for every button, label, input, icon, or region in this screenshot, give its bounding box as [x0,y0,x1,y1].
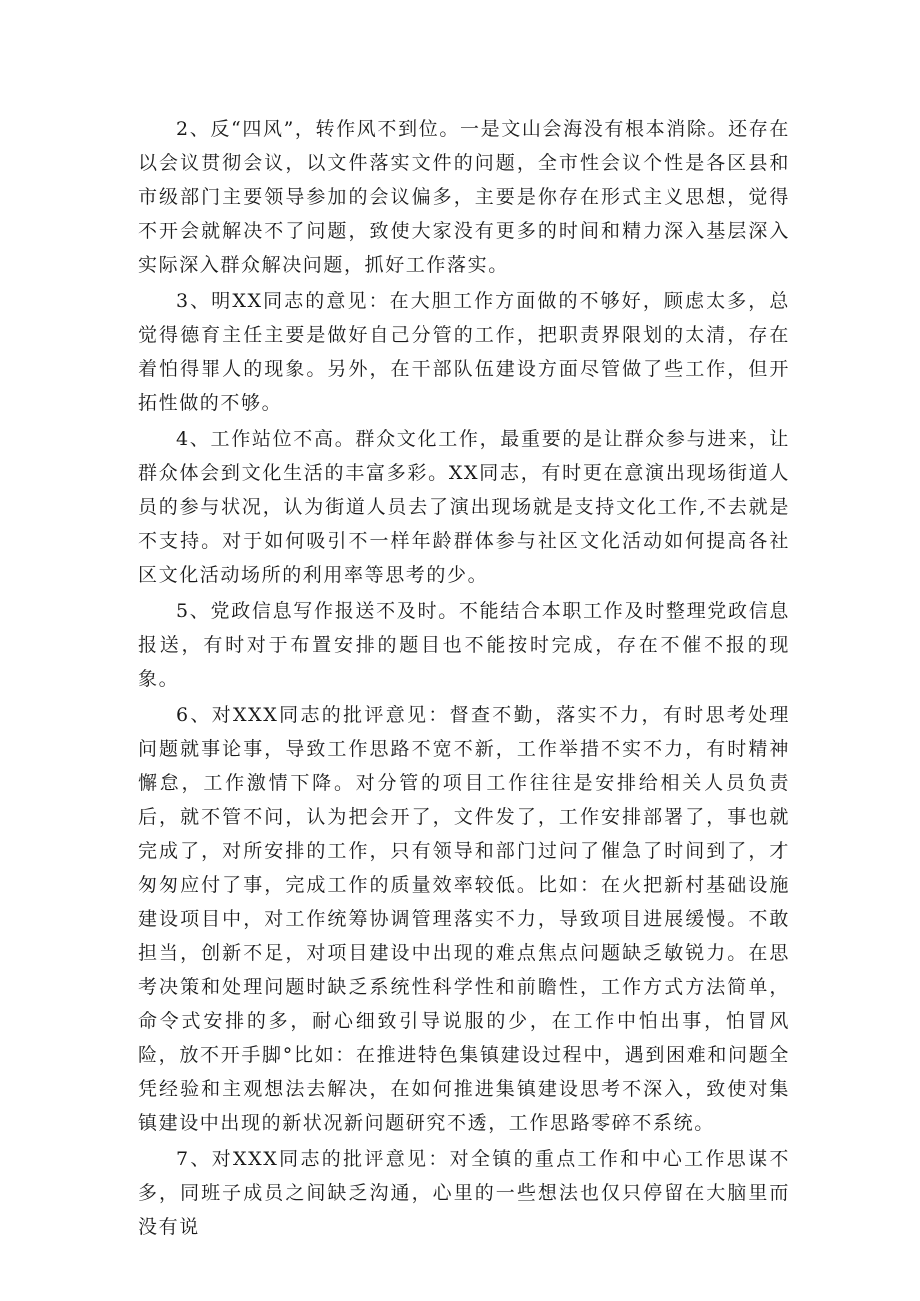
paragraph-item-5: 5、党政信息写作报送不及时。不能结合本职工作及时整理党政信息报送，有时对于布置安排的题目也不能按时完成，存在不催不报的现象。 [138,600,790,690]
paragraph-item-2: 2、反“四风”，转作风不到位。一是文山会海没有根本消除。还存在以会议贯彻会议，以文件落实文件的问题，全市性会议个性是各区县和市级部门主要领导参加的会议偏多，主要是你存在形式主义思想，觉得不开会就解决不了问题，致使大家没有更多的时间和精力深入基层深入实际深入群众解决问题，抓好工作落实。 [138,118,790,276]
paragraph-item-6: 6、对XXX同志的批评意见：督查不勤，落实不力，有时思考处理问题就事论事，导致工作思路不宽不新，工作举措不实不力，有时精神懈怠，工作激情下降。对分管的项目工作往往是安排给相关人员负责后，就不管不问，认为把会开了，文件发了，工作安排部署了，事也就完成了，对所安排的工作，只有领导和部门过问了催急了时间到了，才匆匆应付了事，完成工作的质量效率较低。比如：在火把新村基础设施建设项目中，对工作统筹协调管理落实不力，导致项目进展缓慢。不敢担当，创新不足，对项目建设中出现的难点焦点问题缺乏敏锐力。在思考决策和处理问题时缺乏系统性科学性和前瞻性，工作方式方法简单，命令式安排的多，耐心细致引导说服的少，在工作中怕出事，怕冒风险，放不开手脚°比如：在推进特色集镇建设过程中，遇到困难和问题全凭经验和主观想法去解决，在如何推进集镇建设思考不深入，致使对集镇建设中出现的新状况新问题研究不透，工作思路零碎不系统。 [138,704,790,1134]
paragraph-item-7: 7、对XXX同志的批评意见：对全镇的重点工作和中心工作思谋不多，同班子成员之间缺乏沟通，心里的一些想法也仅只停留在大脑里而没有说 [138,1148,790,1238]
paragraph-item-3: 3、明XX同志的意见：在大胆工作方面做的不够好，顾虑太多，总觉得德育主任主要是做好自己分管的工作，把职责界限划的太清，存在着怕得罪人的现象。另外，在干部队伍建设方面尽管做了些工作，但开拓性做的不够。 [138,290,790,414]
document-page [138,112,790,1244]
paragraph-item-4: 4、工作站位不高。群众文化工作，最重要的是让群众参与进来，让群众体会到文化生活的丰富多彩。XX同志，有时更在意演出现场街道人员的参与状况，认为街道人员去了演出现场就是支持文化工作,不去就是不支持。对于如何吸引不一样年龄群体参与社区文化活动如何提高各社区文化活动场所的利用率等思考的少。 [138,428,790,586]
